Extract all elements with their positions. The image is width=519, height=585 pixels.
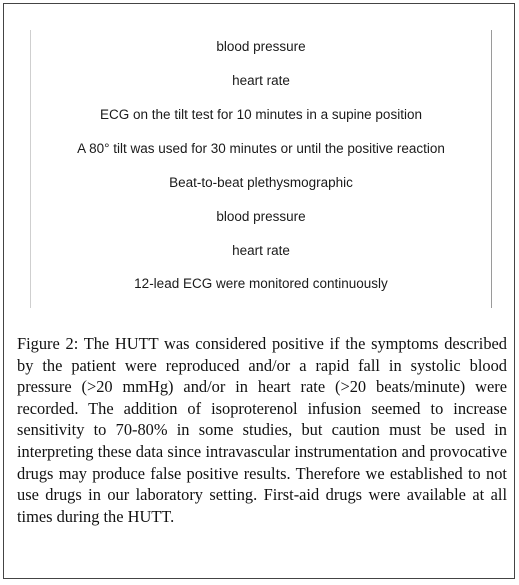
figure-step-6: blood pressure (216, 209, 306, 224)
figure-frame (3, 3, 515, 579)
figure-flow (30, 30, 492, 308)
figure-left-border (30, 30, 31, 308)
figure-step-7: heart rate (232, 243, 290, 258)
figure-step-5: Beat-to-beat plethysmographic (169, 175, 353, 190)
figure-step-1: blood pressure (216, 39, 306, 54)
caption-label: Figure 2: (17, 334, 79, 353)
caption-text: The HUTT was considered positive if the symptoms described by the patient were reproduced and/or a rapid fall in systolic blood pressure (>20 mmHg) and/or in heart rate (>20 beats/minute) were recorded. The addition of isoproterenol infusion seemed to increase sensitivity to 70-80% in some studies, but caution must be used in interpreting these data since intravascular instrumentation and provocative drugs may produce false positive results. Therefore we established to not use drugs in our laboratory setting. First-aid drugs were available at all times during the HUTT. (17, 334, 507, 526)
figure-step-4: A 80° tilt was used for 30 minutes or until the positive reaction (77, 141, 445, 156)
figure-right-border (491, 30, 492, 308)
figure-step-3: ECG on the tilt test for 10 minutes in a supine position (100, 107, 422, 122)
figure-step-8: 12-lead ECG were monitored continuously (134, 276, 388, 291)
figure-caption (17, 333, 507, 527)
figure-step-2: heart rate (232, 73, 290, 88)
